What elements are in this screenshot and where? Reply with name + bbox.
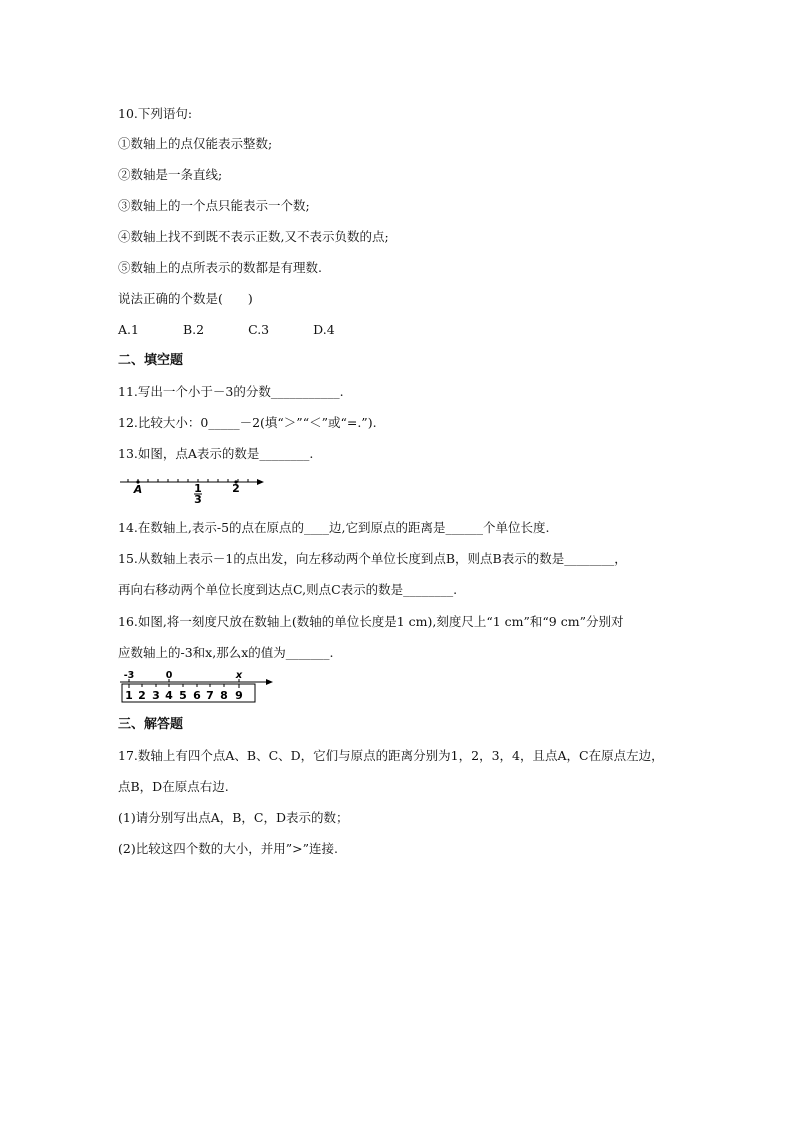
- q10-options: [118, 322, 379, 338]
- ruler-label-2: 2: [138, 689, 146, 702]
- q16-text-line1: 16.如图,将一刻度尺放在数轴上(数轴的单位长度是1 cm),刻度尺上“1 cm”和“9 cm”分别对: [118, 614, 624, 629]
- q15-text-line2: 再向右移动两个单位长度到达点C,则点C表示的数是________.: [118, 582, 458, 597]
- q13-label-two: 2: [232, 482, 240, 495]
- q13-text: 13.如图，点A表示的数是________.: [118, 446, 314, 461]
- option-d: D.4: [313, 322, 335, 337]
- q13-number-line-figure: [118, 474, 268, 504]
- q13-axis-arrow: [257, 479, 264, 485]
- q16-ruler-labels: [125, 689, 243, 702]
- q16-text-line2: 应数轴上的-3和x,那么x的值为_______.: [118, 645, 334, 660]
- q17-part-2: (2)比较这四个数的大小，并用”>”连接.: [118, 841, 338, 856]
- ruler-label-4: 4: [165, 689, 173, 702]
- ruler-label-1: 1: [125, 689, 133, 702]
- q10-statement-1: ①数轴上的点仅能表示整数;: [118, 136, 273, 151]
- ruler-label-7: 7: [206, 689, 214, 702]
- section-heading-fill-blank: 二、填空题: [118, 353, 184, 368]
- q16-axis-label-x: x: [235, 670, 243, 681]
- q10-statement-5: ⑤数轴上的点所表示的数都是有理数.: [118, 260, 322, 275]
- q16-axis-arrow: [266, 679, 273, 685]
- q12-text: 12.比较大小：0_____－2(填“＞”“＜”或“=.”).: [118, 415, 377, 430]
- q17-part-1: (1)请分别写出点A，B，C，D表示的数；: [118, 810, 349, 825]
- q13-label-a: A: [133, 483, 143, 496]
- q10-title: 10.下列语句:: [118, 106, 193, 121]
- ruler-label-9: 9: [235, 689, 243, 702]
- q10-statement-4: ④数轴上找不到既不表示正数,又不表示负数的点;: [118, 229, 389, 244]
- q17-text-line1: 17.数轴上有四个点A、B、C、D，它们与原点的距离分别为1，2，3，4，且点A，C在原点左边，: [118, 748, 664, 763]
- q16-axis-label-zero: 0: [165, 670, 173, 681]
- ruler-label-5: 5: [179, 689, 187, 702]
- q10-question: 说法正确的个数是( ): [118, 291, 253, 306]
- option-a: A.1: [118, 322, 139, 337]
- ruler-label-6: 6: [193, 689, 201, 702]
- q13-label-three: 3: [194, 493, 202, 504]
- option-b: B.2: [182, 322, 205, 337]
- q16-axis-label-minus3: -3: [123, 670, 135, 681]
- q11-text: 11.写出一个小于－3的分数___________.: [118, 384, 344, 399]
- section-heading-answer: 三、解答题: [118, 717, 184, 732]
- q13-label-one: 1: [194, 482, 202, 495]
- q10-statement-2: ②数轴是一条直线;: [118, 167, 223, 182]
- q14-text: 14.在数轴上,表示-5的点在原点的____边,它到原点的距离是______个单位长度.: [118, 520, 550, 535]
- q15-text-line1: 15.从数轴上表示－1的点出发，向左移动两个单位长度到点B，则点B表示的数是________，: [118, 551, 627, 566]
- option-c: C.3: [248, 322, 270, 337]
- q16-ruler-figure: [118, 668, 278, 704]
- ruler-label-3: 3: [152, 689, 160, 702]
- ruler-label-8: 8: [220, 689, 228, 702]
- q17-text-line2: 点B，D在原点右边.: [118, 779, 229, 794]
- q10-statement-3: ③数轴上的一个点只能表示一个数;: [118, 198, 310, 213]
